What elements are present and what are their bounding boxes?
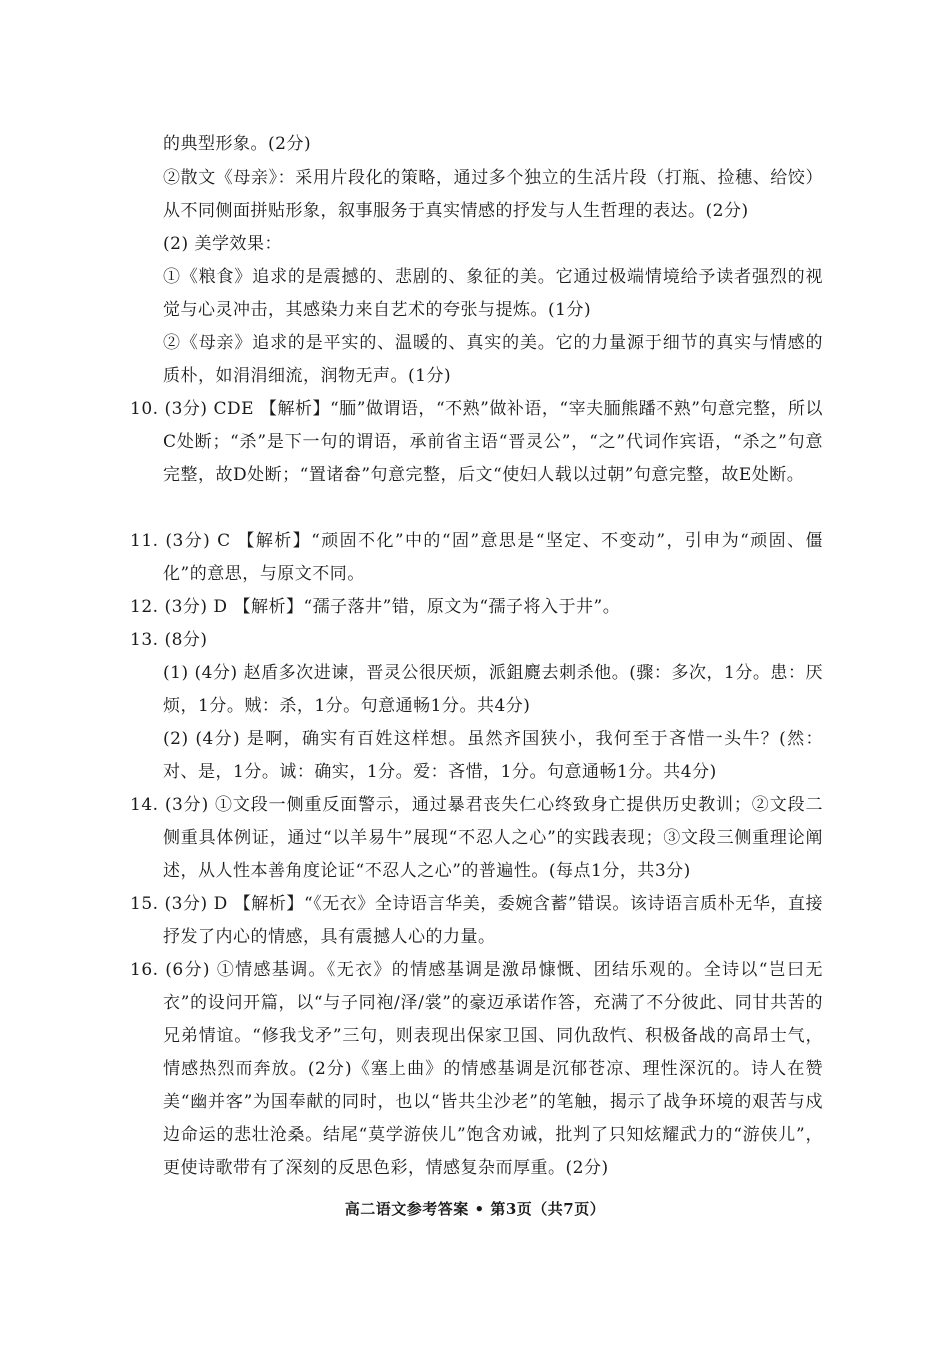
answer-13-part-2: (2) (4分) 是啊，确实有百姓这样想。虽然齐国狭小，我何至于吝惜一头牛？(然：对、是，1分。诚：确实，1分。爱：吝惜，1分。句意通畅1分。共4分) [163,729,823,782]
answer-13-part-1: (1) (4分) 赵盾多次进谏，晋灵公很厌烦，派鉏麑去刺杀他。(骤：多次，1分。患：厌烦，1分。贼：杀，1分。句意通畅1分。共4分) [163,663,823,716]
page-footer: 高二语文参考答案 • 第3页（共7页） [344,1200,606,1218]
paragraph-p4: ①《粮食》追求的是震撼的、悲剧的、象征的美。它通过极端情境给予读者强烈的视觉与心灵冲击，其感染力来自艺术的夸张与提炼。(1分) [163,267,823,320]
paragraph-p1: 的典型形象。(2分) [163,134,312,154]
answer-16: 16. (6分) ①情感基调。《无衣》的情感基调是激昂慷慨、团结乐观的。全诗以“岂曰无衣”的设问开篇，以“与子同袍/泽/裳”的豪迈承诺作答，充满了不分彼此、同甘共苦的兄弟情谊。“修我戈矛”三句，则表现出保家卫国、同仇敌忾、积极备战的高昂士气，情感热烈而奔放。(2分)《塞上曲》的情感基调是沉郁苍凉、理性深沉的。诗人在赞美“幽并客”为国奉献的同时，也以“皆共尘沙老”的笔触，揭示了战争环境的艰苦与戍边命运的悲壮沧桑。结尾“莫学游侠儿”饱含劝诫，批判了只知炫耀武力的“游侠儿”，更使诗歌带有了深刻的反思色彩，情感复杂而厚重。(2分) [130,960,823,1178]
answer-15: 15. (3分) D 【解析】“《无衣》全诗语言华美，委婉含蓄”错误。该诗语言质朴无华，直接抒发了内心的情感，具有震撼人心的力量。 [130,894,823,947]
answer-12: 12. (3分) D 【解析】“孺子落井”错，原文为“孺子将入于井”。 [130,597,621,617]
answer-14: 14. (3分) ①文段一侧重反面警示，通过暴君丧失仁心终致身亡提供历史教训；②文段二侧重具体例证，通过“以羊易牛”展现“不忍人之心”的实践表现；③文段三侧重理论阐述，从人性本善角度论证“不忍人之心”的普遍性。(每点1分，共3分) [130,795,823,881]
paragraph-p3: (2) 美学效果： [163,234,282,254]
paragraph-p5: ②《母亲》追求的是平实的、温暖的、真实的美。它的力量源于细节的真实与情感的质朴，如涓涓细流，润物无声。(1分) [163,333,823,386]
paragraph-p2: ②散文《母亲》：采用片段化的策略，通过多个独立的生活片段（打瓶、捡穗、给饺）从不同侧面拼贴形象，叙事服务于真实情感的抒发与人生哲理的表达。(2分) [163,168,823,221]
answer-13: 13. (8分) [130,630,208,650]
answer-11: 11. (3分) C 【解析】“顽固不化”中的“固”意思是“坚定、不变动”，引申为“顽固、僵化”的意思，与原文不同。 [130,531,823,584]
answer-10: 10. (3分) CDE 【解析】“胹”做谓语，“不熟”做补语，“宰夫胹熊蹯不熟”句意完整，所以C处断；“杀”是下一句的谓语，承前省主语“晋灵公”，“之”代词作宾语，“杀之”句意完整，故D处断；“置诸畚”句意完整，后文“使妇人载以过朝”句意完整，故E处断。 [130,399,823,485]
